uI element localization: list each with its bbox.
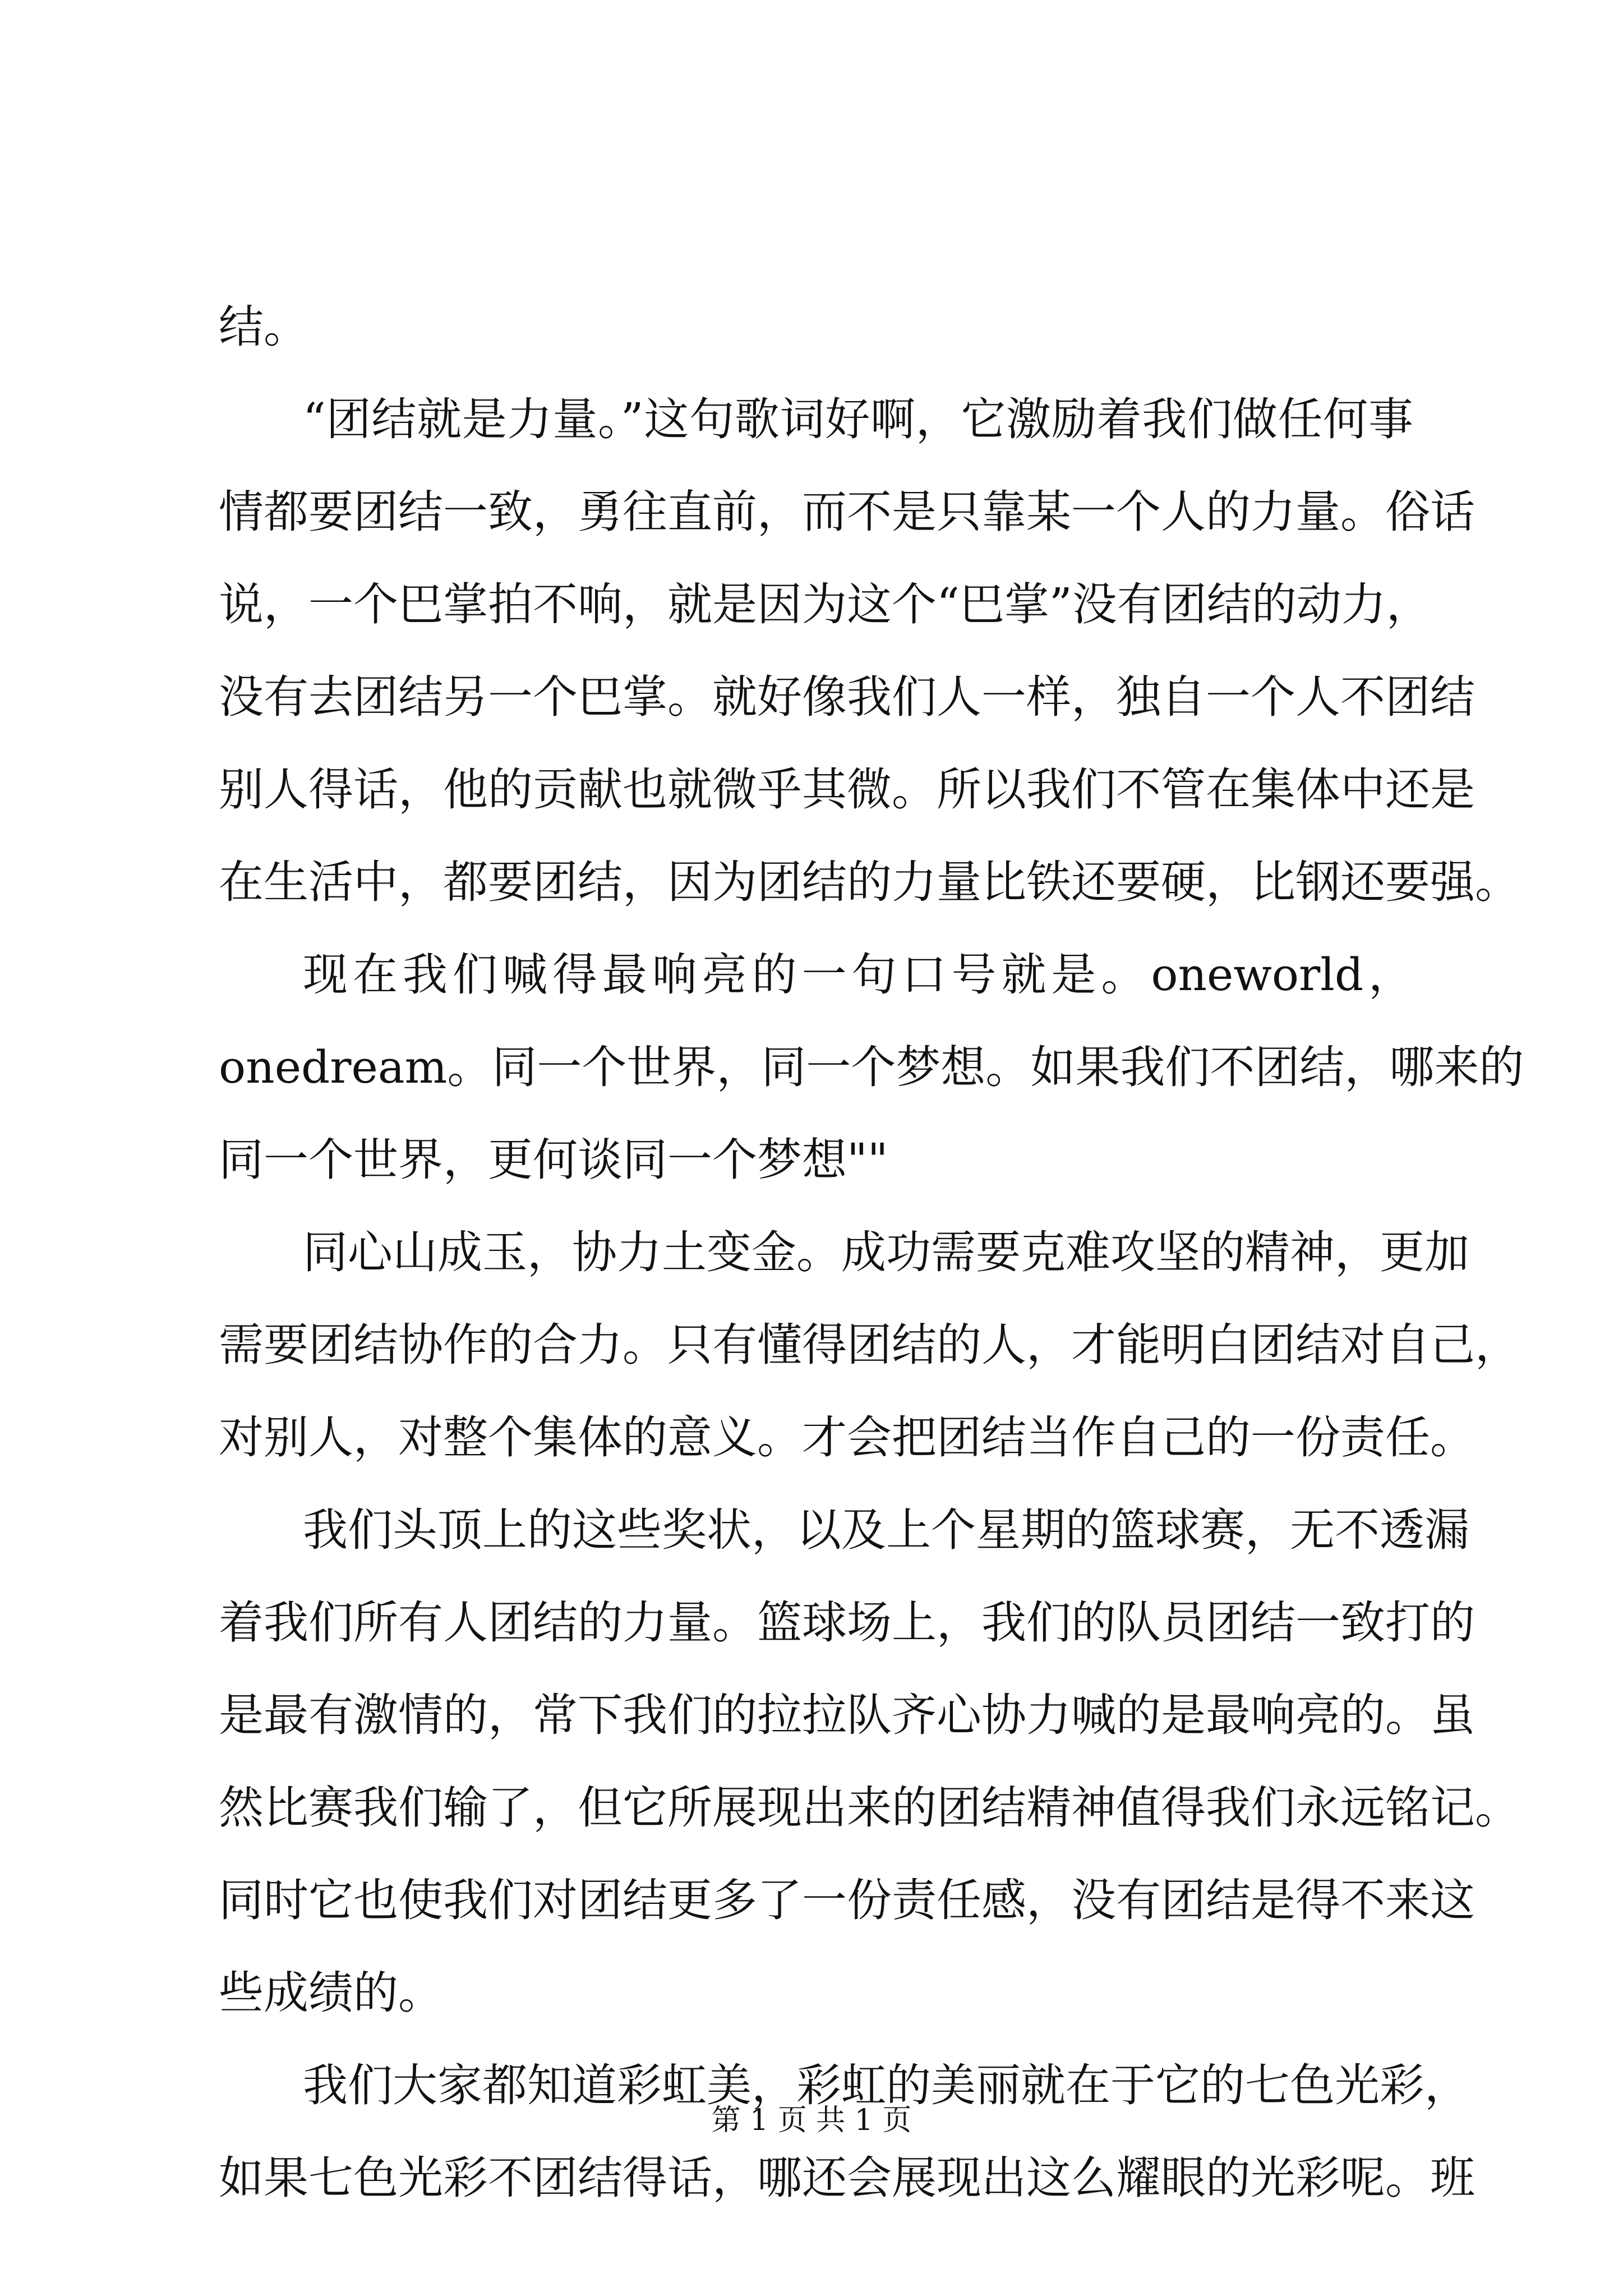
- text-line: 然比赛我们输了，但它所展现出来的团结精神值得我们永远铭记。: [219, 1782, 1520, 1834]
- text-line: 是最有激情的，常下我们的拉拉队齐心协力喊的是最响亮的。虽: [219, 1689, 1475, 1741]
- text-line: 别人得话，他的贡献也就微乎其微。所以我们不管在集体中还是: [219, 763, 1475, 816]
- text-line: 同时它也使我们对团结更多了一份责任感，没有团结是得不来这: [219, 1874, 1475, 1926]
- text-line: 我们大家都知道彩虹美，彩虹的美丽就在于它的七色光彩，: [303, 2059, 1469, 2111]
- text-line: 情都要团结一致，勇往直前，而不是只靠某一个人的力量。俗话: [219, 486, 1475, 538]
- text-line: “团结就是力量。”这句歌词好啊，它激励着我们做任何事: [303, 393, 1413, 445]
- text-line: 对别人，对整个集体的意义。才会把团结当作自己的一份责任。: [219, 1411, 1475, 1464]
- page-number-footer: 第 1 页 共 1 页: [711, 2104, 912, 2137]
- text-line: 需要团结协作的合力。只有懂得团结的人，才能明白团结对自己，: [219, 1319, 1520, 1371]
- text-line: onedream。同一个世界，同一个梦想。如果我们不团结，哪来的: [219, 1041, 1524, 1093]
- text-line: 如果七色光彩不团结得话，哪还会展现出这么耀眼的光彩呢。班: [219, 2152, 1475, 2204]
- text-line: 些成绩的。: [219, 1967, 443, 2019]
- text-line: 在生活中，都要团结，因为团结的力量比铁还要硬，比钢还要强。: [219, 856, 1520, 908]
- text-line: 我们头顶上的这些奖状，以及上个星期的篮球赛，无不透漏: [303, 1504, 1469, 1556]
- text-line: 现在我们喊得最响亮的一句口号就是。oneworld，: [303, 949, 1413, 1001]
- text-line: 着我们所有人团结的力量。篮球场上，我们的队员团结一致打的: [219, 1596, 1475, 1649]
- text-line: 说，一个巴掌拍不响，就是因为这个“巴掌”没有团结的动力，: [219, 578, 1431, 631]
- text-line: 结。: [219, 301, 308, 353]
- text-line: 没有去团结另一个巴掌。就好像我们人一样，独自一个人不团结: [219, 671, 1475, 723]
- text-line: 同一个世界，更何谈同一个梦想"": [219, 1134, 888, 1186]
- text-line: 同心山成玉，协力土变金。成功需要克难攻坚的精神，更加: [303, 1226, 1469, 1278]
- body-text: [219, 280, 1524, 2224]
